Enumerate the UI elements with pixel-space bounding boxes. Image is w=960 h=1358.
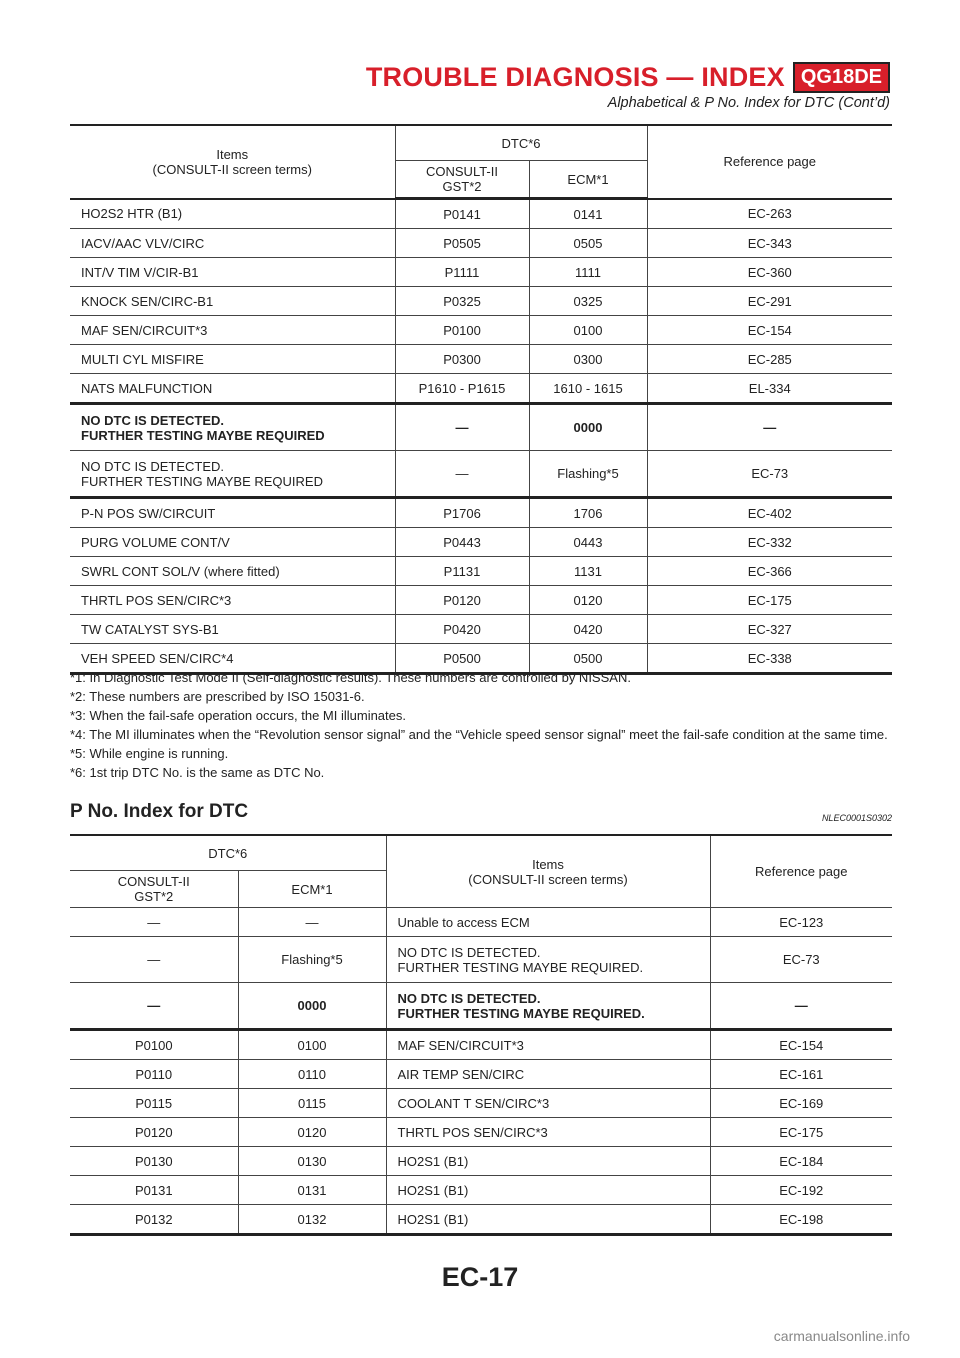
- table-row: [70, 1205, 892, 1235]
- page-number: EC-17: [441, 1262, 519, 1292]
- table-cell: 1131: [529, 557, 647, 586]
- table-cell: 0141: [529, 199, 647, 229]
- table-cell: 0130: [238, 1147, 386, 1176]
- table-cell: 0443: [529, 528, 647, 557]
- header-reference-page: Reference page: [647, 125, 892, 199]
- table-cell: 1111: [529, 258, 647, 287]
- table-cell: P0500: [395, 644, 529, 674]
- table-row: — 0000 NO DTC IS DETECTED. FURTHER TESTING MAYBE REQUIRED. —: [70, 983, 892, 1030]
- header-items: Items (CONSULT-II screen terms): [70, 125, 395, 199]
- table-cell: P0110: [70, 1060, 238, 1089]
- page-title: TROUBLE DIAGNOSIS — INDEX: [365, 62, 785, 92]
- table-cell: SWRL CONT SOL/V (where fitted): [70, 557, 395, 586]
- table-cell: 0131: [238, 1176, 386, 1205]
- table-row: [70, 258, 892, 287]
- table-row: [70, 528, 892, 557]
- table-cell: EC-192: [710, 1176, 892, 1205]
- table-cell: 0420: [529, 615, 647, 644]
- table-cell: VEH SPEED SEN/CIRC*4: [70, 644, 395, 674]
- table-cell: P1610 - P1615: [395, 374, 529, 404]
- table-cell: P1111: [395, 258, 529, 287]
- table-row: [70, 374, 892, 404]
- table-cell: TW CATALYST SYS-B1: [70, 615, 395, 644]
- table-cell: 0110: [238, 1060, 386, 1089]
- table-row: — Flashing*5 NO DTC IS DETECTED. FURTHER TESTING MAYBE REQUIRED. EC-73: [70, 937, 892, 983]
- table-cell: EC-263: [647, 199, 892, 229]
- table-cell: EC-338: [647, 644, 892, 674]
- table-cell: EC-154: [710, 1030, 892, 1060]
- table-cell: P0115: [70, 1089, 238, 1118]
- table-cell: 0120: [529, 586, 647, 615]
- table-row: [70, 1118, 892, 1147]
- table-cell: KNOCK SEN/CIRC-B1: [70, 287, 395, 316]
- header-consult-gst: CONSULT-II GST*2: [395, 161, 529, 199]
- table-row: [70, 1147, 892, 1176]
- table-cell: 0115: [238, 1089, 386, 1118]
- table-cell: EC-169: [710, 1089, 892, 1118]
- table-cell: EC-291: [647, 287, 892, 316]
- table-cell: THRTL POS SEN/CIRC*3: [386, 1118, 710, 1147]
- table-cell: P0505: [395, 229, 529, 258]
- table-cell: P0443: [395, 528, 529, 557]
- table-row: [70, 615, 892, 644]
- page-header: [366, 62, 890, 111]
- table-cell: 0505: [529, 229, 647, 258]
- table-row: [70, 345, 892, 374]
- table-cell: 0132: [238, 1205, 386, 1235]
- table-cell: EC-198: [710, 1205, 892, 1235]
- table-row: [70, 1060, 892, 1089]
- table-cell: MAF SEN/CIRCUIT*3: [386, 1030, 710, 1060]
- table-cell: EC-332: [647, 528, 892, 557]
- table-cell: EL-334: [647, 374, 892, 404]
- table-cell: P0325: [395, 287, 529, 316]
- table-cell: EC-184: [710, 1147, 892, 1176]
- table-cell: EC-360: [647, 258, 892, 287]
- p-number-dtc-table: [70, 834, 892, 1236]
- table-cell: THRTL POS SEN/CIRC*3: [70, 586, 395, 615]
- table-cell: P0100: [70, 1030, 238, 1060]
- section-title: P No. Index for DTC: [70, 801, 249, 822]
- table-row: [70, 498, 892, 528]
- table-cell: EC-161: [710, 1060, 892, 1089]
- table-cell: P1131: [395, 557, 529, 586]
- table-cell: NATS MALFUNCTION: [70, 374, 395, 404]
- table-cell: P0131: [70, 1176, 238, 1205]
- header-ecm: ECM*1: [238, 871, 386, 908]
- page-subtitle: Alphabetical & P No. Index for DTC (Cont’d): [607, 95, 890, 111]
- table-cell: INT/V TIM V/CIR-B1: [70, 258, 395, 287]
- table-cell: 0100: [238, 1030, 386, 1060]
- table-cell: AIR TEMP SEN/CIRC: [386, 1060, 710, 1089]
- table-cell: EC-154: [647, 316, 892, 345]
- header-consult-gst: CONSULT-II GST*2: [70, 871, 238, 908]
- header-dtc: DTC*6: [395, 125, 647, 161]
- footnote: *5: While engine is running.: [70, 746, 229, 761]
- footnote: *6: 1st trip DTC No. is the same as DTC No.: [70, 765, 325, 780]
- table-cell: P0132: [70, 1205, 238, 1235]
- table-row: — — Unable to access ECM EC-123: [70, 908, 892, 937]
- table-row: [70, 644, 892, 674]
- table-cell: P-N POS SW/CIRCUIT: [70, 498, 395, 528]
- alphabetical-dtc-table: [70, 124, 892, 675]
- table-row: [70, 199, 892, 229]
- table-cell: 0300: [529, 345, 647, 374]
- table-cell: HO2S1 (B1): [386, 1147, 710, 1176]
- table-cell: 0100: [529, 316, 647, 345]
- section-heading: [70, 801, 892, 823]
- table-cell: P0120: [395, 586, 529, 615]
- table-cell: COOLANT T SEN/CIRC*3: [386, 1089, 710, 1118]
- table-row: [70, 557, 892, 586]
- table-cell: EC-366: [647, 557, 892, 586]
- table-cell: P0420: [395, 615, 529, 644]
- table-cell: P0130: [70, 1147, 238, 1176]
- table-cell: 0120: [238, 1118, 386, 1147]
- table-row: [70, 586, 892, 615]
- header-items: Items (CONSULT-II screen terms): [386, 835, 710, 908]
- table-cell: HO2S1 (B1): [386, 1205, 710, 1235]
- table-cell: EC-327: [647, 615, 892, 644]
- table-cell: EC-402: [647, 498, 892, 528]
- table-cell: 0325: [529, 287, 647, 316]
- table-cell: P0100: [395, 316, 529, 345]
- footnote: *1: In Diagnostic Test Mode II (Self-diagnostic results). These numbers are controlled by NISSAN.: [70, 670, 631, 685]
- watermark: carmanualsonline.info: [773, 1328, 910, 1344]
- table-cell: 0500: [529, 644, 647, 674]
- table-row: NO DTC IS DETECTED. FURTHER TESTING MAYBE REQUIRED — 0000 —: [70, 404, 892, 451]
- table-cell: EC-175: [710, 1118, 892, 1147]
- table-cell: EC-285: [647, 345, 892, 374]
- footnote: *2: These numbers are prescribed by ISO 15031-6.: [70, 689, 365, 704]
- table-cell: HO2S2 HTR (B1): [70, 199, 395, 229]
- table-cell: HO2S1 (B1): [386, 1176, 710, 1205]
- table-cell: 1610 - 1615: [529, 374, 647, 404]
- footnotes: [70, 670, 892, 784]
- table-cell: P0141: [395, 199, 529, 229]
- table-cell: P0300: [395, 345, 529, 374]
- table-row: [70, 1089, 892, 1118]
- table-row: [70, 316, 892, 345]
- table-cell: IACV/AAC VLV/CIRC: [70, 229, 395, 258]
- header-dtc: DTC*6: [70, 835, 386, 871]
- table-cell: P1706: [395, 498, 529, 528]
- table-cell: PURG VOLUME CONT/V: [70, 528, 395, 557]
- header-reference-page: Reference page: [710, 835, 892, 908]
- table-cell: P0120: [70, 1118, 238, 1147]
- table-cell: MULTI CYL MISFIRE: [70, 345, 395, 374]
- table-row: [70, 287, 892, 316]
- table-row: [70, 1030, 892, 1060]
- table-row: [70, 229, 892, 258]
- footnote: *3: When the fail-safe operation occurs, the MI illuminates.: [70, 708, 406, 723]
- section-code: NLEC0001S0302: [821, 813, 892, 823]
- table-cell: EC-343: [647, 229, 892, 258]
- table-row: [70, 1176, 892, 1205]
- header-ecm: ECM*1: [529, 161, 647, 199]
- table-cell: EC-175: [647, 586, 892, 615]
- engine-badge: QG18DE: [793, 62, 890, 93]
- footnote: *4: The MI illuminates when the “Revolution sensor signal” and the “Vehicle speed sensor signal” meet the fail-safe condition at the same time.: [70, 727, 888, 742]
- table-row: NO DTC IS DETECTED. FURTHER TESTING MAYBE REQUIRED — Flashing*5 EC-73: [70, 451, 892, 498]
- table-cell: MAF SEN/CIRCUIT*3: [70, 316, 395, 345]
- table-cell: 1706: [529, 498, 647, 528]
